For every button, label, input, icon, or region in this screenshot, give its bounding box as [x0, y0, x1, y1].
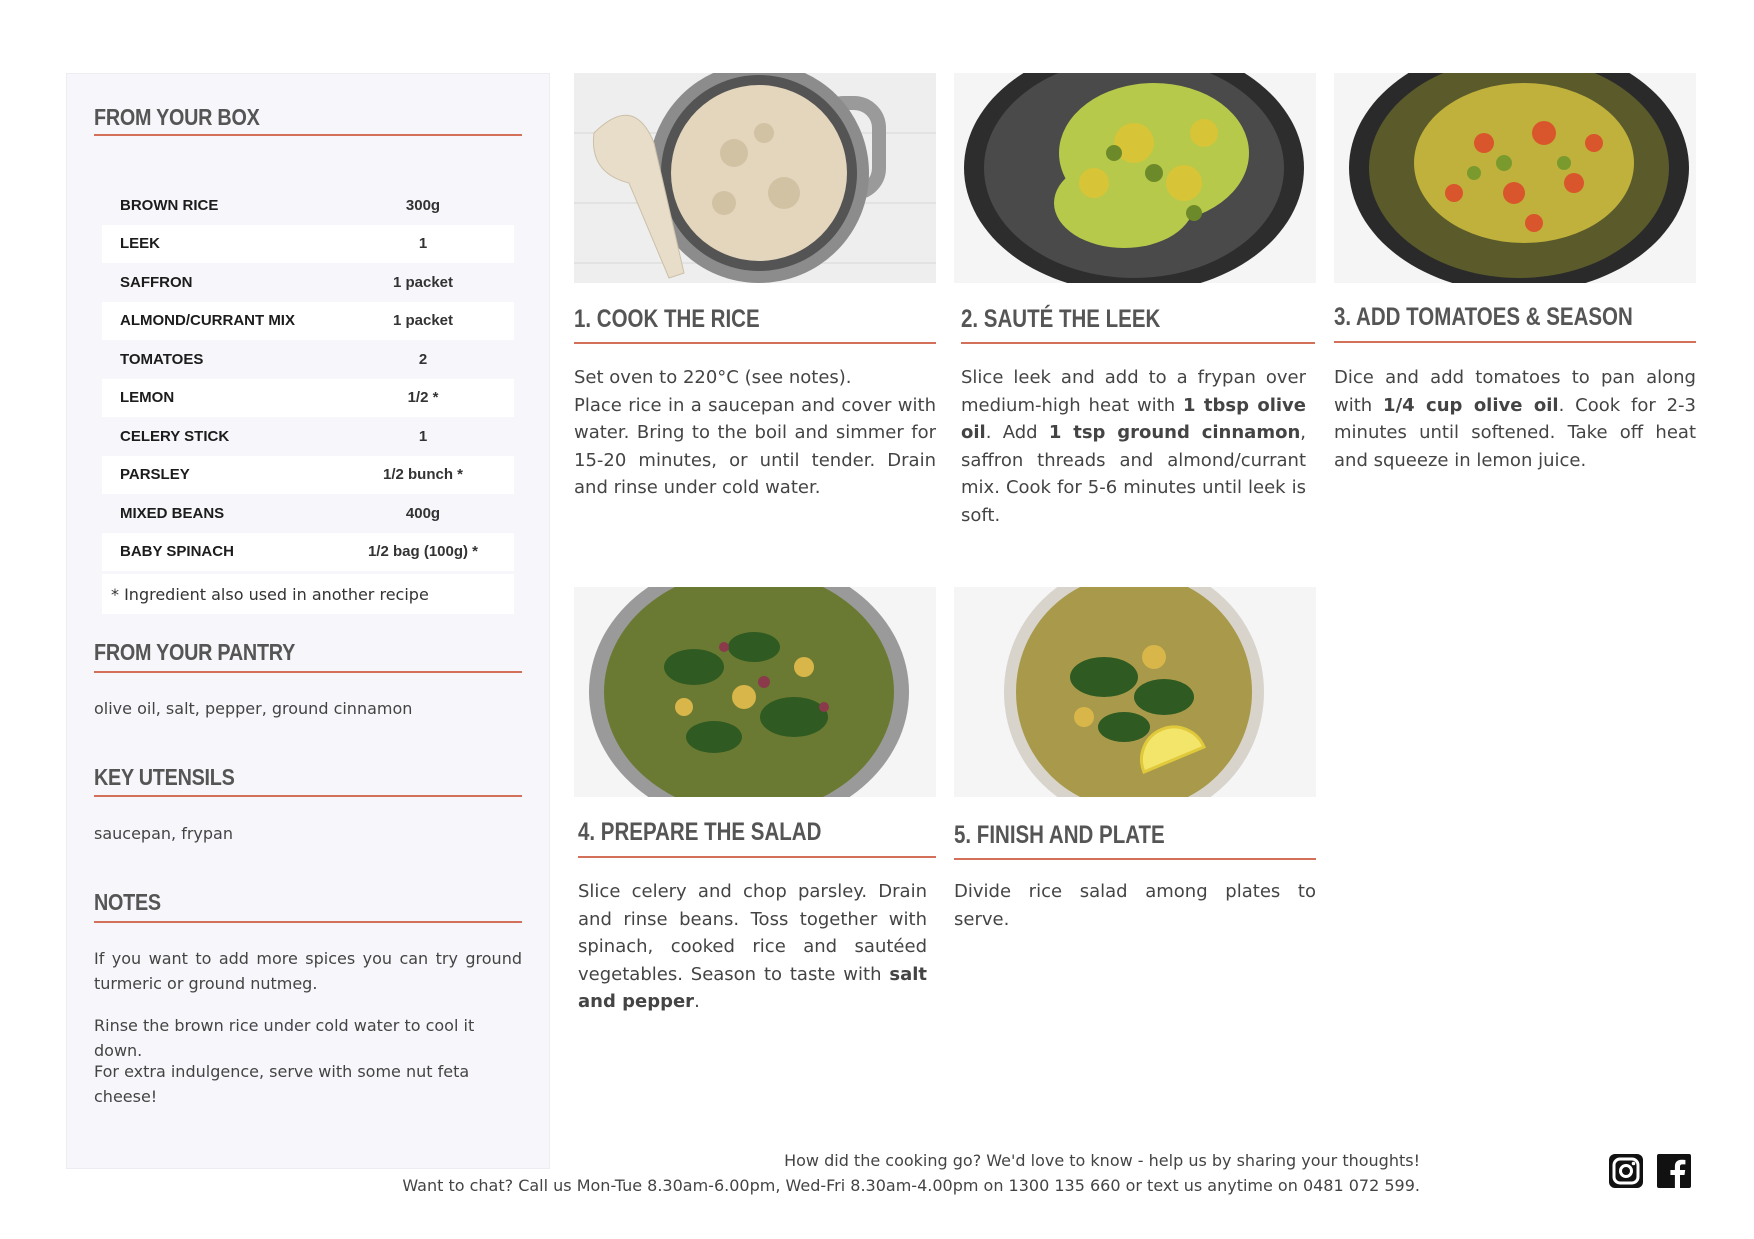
heading-rule: [94, 795, 522, 797]
step-2-text: [961, 364, 1306, 529]
utensils-text: saucepan, frypan: [94, 824, 233, 843]
from-your-pantry-heading: FROM YOUR PANTRY: [94, 639, 296, 665]
ingredient-row: [102, 340, 514, 379]
instagram-icon[interactable]: [1608, 1153, 1644, 1189]
heading-rule: [94, 921, 522, 923]
ingredient-qty: 1: [418, 427, 428, 445]
step-3-photo: [1334, 73, 1696, 283]
text-run: , saffron threads and almond/currant mix. Cook for 5-6 minutes until leek is soft.: [961, 422, 1306, 526]
ingredient-row: [102, 417, 514, 456]
ingredient-name: ALMOND/CURRANT MIX: [120, 312, 295, 330]
text-run-bold: 1/4 cup olive oil: [1383, 394, 1559, 416]
notes-heading: NOTES: [94, 889, 161, 915]
step-1-line: Place rice in a saucepan and cover with water. Bring to the boil and simmer for 15-20 minutes, or until tender. Drain and rinse under cold water.: [574, 394, 936, 498]
ingredient-qty: 1: [418, 235, 428, 253]
ingredient-footnote: * Ingredient also used in another recipe: [102, 574, 514, 614]
ingredient-qty: 1/2 bunch *: [382, 466, 464, 484]
text-run: .: [694, 991, 700, 1012]
ingredient-row: [102, 186, 514, 225]
step-rule: [1334, 341, 1696, 343]
ingredient-name: CELERY STICK: [120, 427, 230, 445]
text-run: Slice celery and chop parsley. Drain and rinse beans. Toss together with spinach, cooked rice and sautéed vegetables. Season to taste with: [578, 881, 927, 985]
text-run-bold: 1 tsp ground cinnamon: [1048, 422, 1301, 443]
step-2-photo: [954, 73, 1316, 283]
step-4-text: [578, 878, 927, 1016]
text-run: Slice leek and add to a frypan over medium-high heat with: [961, 367, 1306, 416]
note-item: If you want to add more spices you can try ground turmeric or ground nutmeg.: [94, 949, 522, 993]
ingredient-row: [102, 456, 514, 495]
step-rule: [961, 342, 1315, 344]
step-3-text: [1334, 364, 1696, 474]
ingredient-name: LEMON: [120, 389, 175, 407]
step-5-text: Divide rice salad among plates to serve.: [954, 881, 1316, 930]
feedback-text: How did the cooking go? We'd love to know - help us by sharing your thoughts!: [784, 1151, 1420, 1170]
ingredients-sidebar: [66, 73, 550, 1169]
ingredient-row: [102, 302, 514, 341]
text-run-bold: salt and pepper: [578, 963, 927, 1012]
ingredient-name: PARSLEY: [120, 466, 190, 484]
ingredient-table: [102, 186, 514, 571]
step-rule: [954, 858, 1316, 860]
ingredient-name: LEEK: [120, 235, 161, 253]
ingredient-qty: 1 packet: [392, 273, 454, 291]
text-run: Dice and add tomatoes to pan along with: [1334, 367, 1696, 416]
contact-text: Want to chat? Call us Mon-Tue 8.30am-6.00pm, Wed-Fri 8.30am-4.00pm on 1300 135 660 or text us anytime on 0481 072 599.: [402, 1176, 1420, 1195]
step-1-title: 1. COOK THE RICE: [574, 305, 760, 333]
ingredient-qty: 1 packet: [392, 312, 454, 330]
step-1-line: Set oven to 220°C (see notes).: [574, 367, 852, 388]
step-rule: [574, 342, 936, 344]
heading-rule: [94, 671, 522, 673]
ingredient-name: TOMATOES: [120, 350, 204, 368]
ingredient-qty: 400g: [405, 504, 441, 522]
ingredient-qty: 1/2 bag (100g) *: [367, 543, 479, 561]
step-1-photo: [574, 73, 936, 283]
pantry-text: olive oil, salt, pepper, ground cinnamon: [94, 699, 413, 718]
step-rule: [578, 856, 936, 858]
ingredient-row: [102, 225, 514, 264]
key-utensils-heading: KEY UTENSILS: [94, 764, 235, 790]
step-1-text: [574, 364, 936, 502]
ingredient-row: [102, 533, 514, 572]
ingredient-name: BROWN RICE: [120, 196, 219, 214]
heading-rule: [94, 134, 522, 136]
step-5-title: 5. FINISH AND PLATE: [954, 821, 1165, 849]
ingredient-row: [102, 379, 514, 418]
ingredient-qty: 1/2 *: [407, 389, 439, 407]
text-run-bold: 1 tbsp olive oil: [961, 394, 1307, 443]
note-item: Rinse the brown rice under cold water to cool it down.: [94, 1016, 475, 1060]
text-run: . Cook for 2-3 minutes until softened. Take off heat and squeeze in lemon juice.: [1334, 394, 1696, 471]
step-4-photo: [574, 587, 936, 797]
note-item: For extra indulgence, serve with some nut feta cheese!: [94, 1062, 470, 1106]
ingredient-name: BABY SPINACH: [120, 543, 234, 561]
step-2-title: 2. SAUTÉ THE LEEK: [961, 305, 1161, 333]
ingredient-name: MIXED BEANS: [120, 504, 225, 522]
step-3-title: 3. ADD TOMATOES & SEASON: [1334, 303, 1633, 331]
ingredient-row: [102, 263, 514, 302]
from-your-box-heading: FROM YOUR BOX: [94, 104, 260, 130]
facebook-icon[interactable]: [1656, 1153, 1692, 1189]
text-run: . Add: [985, 422, 1049, 443]
step-4-title: 4. PREPARE THE SALAD: [578, 818, 822, 846]
step-5-photo: [954, 587, 1316, 797]
ingredient-row: [102, 494, 514, 533]
ingredient-qty: 2: [418, 350, 428, 368]
ingredient-name: SAFFRON: [120, 273, 193, 291]
ingredient-qty: 300g: [405, 196, 441, 214]
